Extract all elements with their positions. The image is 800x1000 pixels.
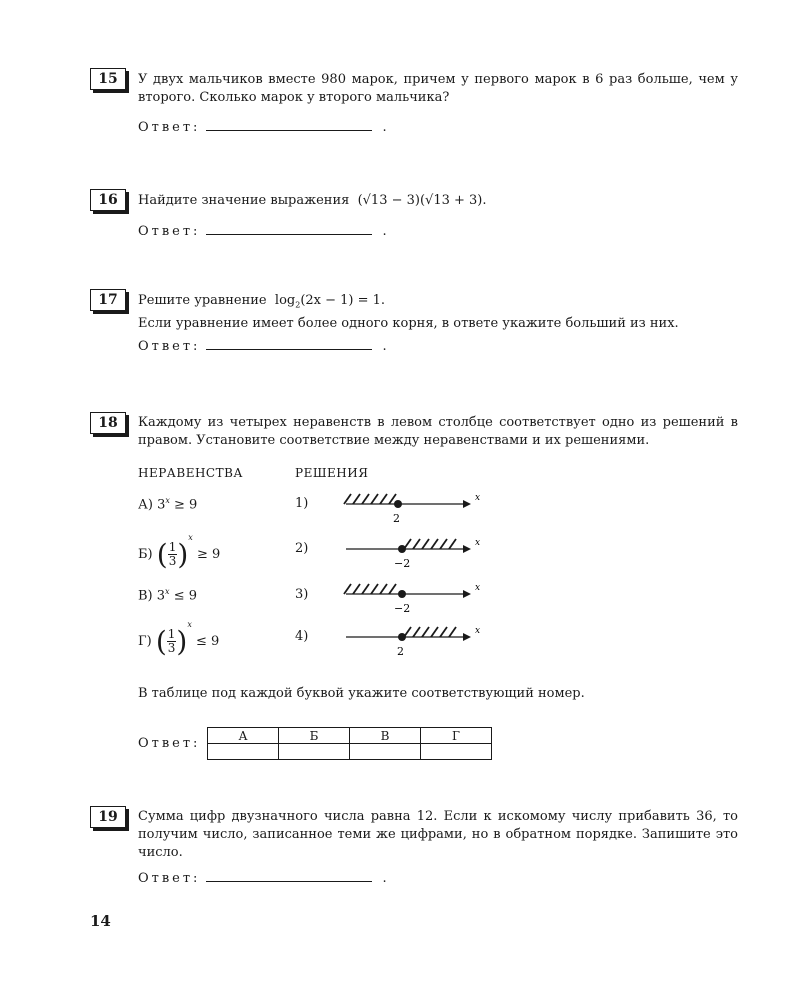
inequality-a: А) 3$^x$ ≥ 9 bbox=[138, 496, 198, 513]
answer-table-header: Б bbox=[279, 728, 350, 744]
answer-label: Ответ: bbox=[138, 120, 201, 135]
solution-4-label: 4) bbox=[295, 629, 309, 644]
point-marker bbox=[394, 500, 402, 508]
inequality-d: Г) ( $\frac{1}{3}$ )$^x$ ≤ 9 bbox=[138, 620, 220, 658]
point-label: 2 bbox=[393, 512, 400, 525]
question-18-number: 18 bbox=[90, 412, 126, 434]
number-line-3 bbox=[338, 580, 488, 620]
answer-label: Ответ: bbox=[138, 224, 201, 239]
answer-line[interactable] bbox=[206, 871, 372, 882]
question-19-text: Сумма цифр двузначного числа равна 12. Если к искомому числу прибавить 36, то получим число, записанное теми же цифрами, но в обратном порядке. Запишите это число. bbox=[138, 809, 738, 860]
question-18-instruction: В таблице под каждой буквой укажите соответствующий номер. bbox=[138, 686, 585, 701]
answer-table-header: Г bbox=[421, 728, 492, 744]
point-label: −2 bbox=[394, 557, 411, 570]
inequalities-header: НЕРАВЕНСТВА bbox=[138, 466, 244, 480]
answer-table-header-row bbox=[208, 728, 492, 744]
answer-cell-b[interactable] bbox=[279, 744, 350, 760]
solutions-header: РЕШЕНИЯ bbox=[295, 466, 369, 480]
question-15-answer: Ответ: . bbox=[138, 120, 387, 135]
question-16-number: 16 bbox=[90, 189, 126, 211]
answer-cell-c[interactable] bbox=[350, 744, 421, 760]
answer-line[interactable] bbox=[206, 120, 372, 131]
question-18-answer-table bbox=[207, 727, 492, 760]
answer-cell-a[interactable] bbox=[208, 744, 279, 760]
axis-label: x bbox=[475, 626, 481, 636]
question-17-number: 17 bbox=[90, 289, 126, 311]
answer-label: Ответ: bbox=[138, 871, 201, 886]
axis-label: x bbox=[475, 583, 481, 593]
page-number: 14 bbox=[90, 912, 111, 930]
hatching bbox=[344, 494, 396, 504]
question-17-text: Решите уравнение $\log_2(2x - 1) = 1$. bbox=[138, 293, 386, 310]
answer-label: Ответ: bbox=[138, 339, 201, 354]
solution-3-label: 3) bbox=[295, 587, 309, 602]
point-marker bbox=[398, 590, 406, 598]
question-18-text: Каждому из четырех неравенств в левом столбце соответствует одно из решений в правом. Установите соответствие между неравенствами и их решениями. bbox=[138, 415, 738, 448]
number-line-1 bbox=[338, 490, 488, 530]
question-16-expression: (√13 − 3)(√13 + 3). bbox=[357, 193, 487, 208]
inequality-c: В) 3$^x$ ≤ 9 bbox=[138, 587, 197, 604]
question-16-text: Найдите значение выражения (√13 − 3)(√13 + 3). bbox=[138, 193, 487, 208]
question-17-note: Если уравнение имеет более одного корня, в ответе укажите больший из них. bbox=[138, 316, 679, 331]
question-19-number: 19 bbox=[90, 806, 126, 828]
axis-label: x bbox=[475, 493, 481, 503]
question-17-answer: Ответ: . bbox=[138, 339, 387, 354]
question-15-text: У двух мальчиков вместе 980 марок, причем у первого марок в 6 раз больше, чем у второго. Сколько марок у второго мальчика? bbox=[138, 72, 738, 105]
solution-2-label: 2) bbox=[295, 541, 309, 556]
point-marker bbox=[398, 633, 406, 641]
hatching bbox=[404, 539, 456, 549]
answer-table-input-row bbox=[208, 744, 492, 760]
solution-1-label: 1) bbox=[295, 496, 309, 511]
question-18-answer-label: Ответ: bbox=[138, 736, 201, 751]
point-label: −2 bbox=[394, 602, 411, 615]
question-16-answer: Ответ: . bbox=[138, 224, 387, 239]
point-label: 2 bbox=[397, 645, 404, 658]
hatching bbox=[344, 584, 396, 594]
axis-label: x bbox=[475, 538, 481, 548]
inequality-b: Б) ( $\frac{1}{3}$ )$^x$ ≥ 9 bbox=[138, 533, 221, 571]
answer-table-header: А bbox=[208, 728, 279, 744]
answer-line[interactable] bbox=[206, 224, 372, 235]
number-line-2 bbox=[338, 535, 488, 575]
question-19-answer: Ответ: . bbox=[138, 871, 387, 886]
question-15-number: 15 bbox=[90, 68, 126, 90]
answer-line[interactable] bbox=[206, 339, 372, 350]
hatching bbox=[404, 627, 456, 637]
point-marker bbox=[398, 545, 406, 553]
answer-table-header: В bbox=[350, 728, 421, 744]
question-17-expression: $\log_2(2x - 1) = 1$. bbox=[274, 293, 386, 310]
number-line-4 bbox=[338, 623, 488, 663]
answer-cell-d[interactable] bbox=[421, 744, 492, 760]
